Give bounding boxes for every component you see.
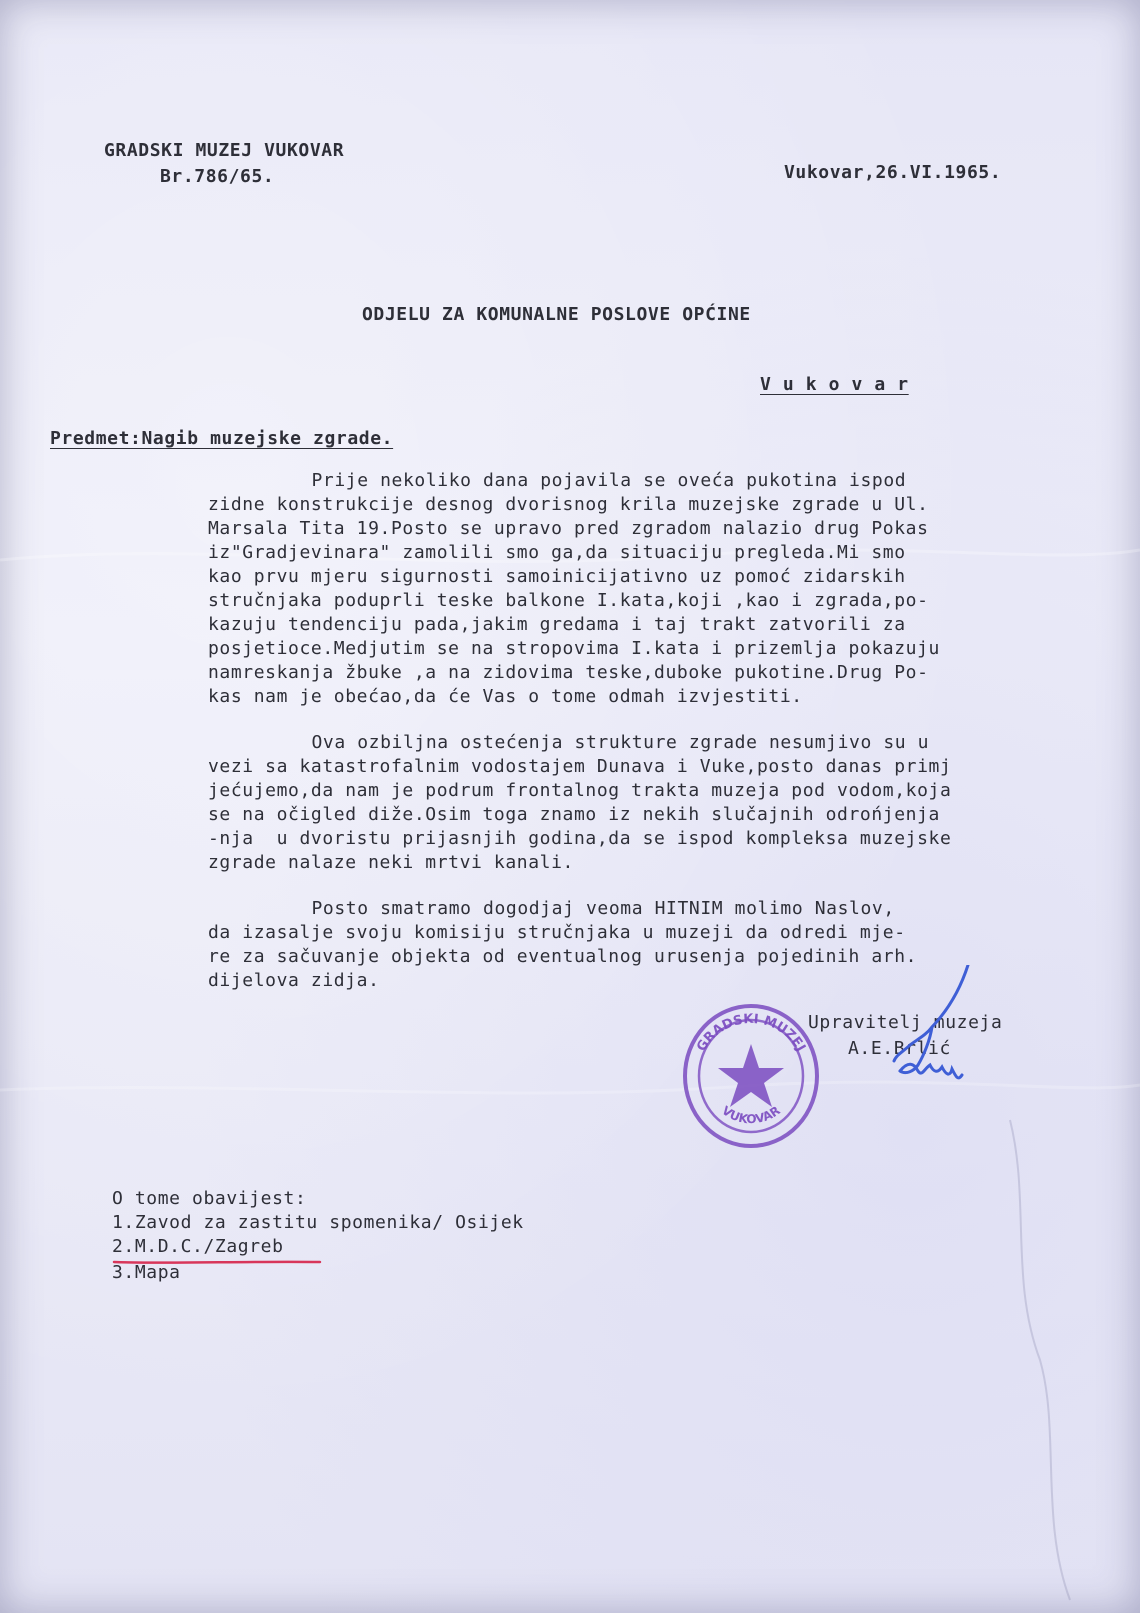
paragraph-2-line: zgrade nalaze neki mrtvi kanali. [208, 852, 574, 873]
date-line: Vukovar,26.VI.1965. [784, 162, 1002, 183]
distribution-heading: O tome obavijest: [112, 1188, 307, 1209]
paragraph-1-line: kao prvu mjeru sigurnosti samoinicijativno uz pomoć zidarskih [208, 566, 906, 587]
paragraph-1-line: Prije nekoliko dana pojavila se oveća pukotina ispod [220, 470, 907, 491]
paragraph-3-line: re za sačuvanje objekta od eventualnog urusenja pojedinih arh. [208, 946, 918, 967]
star-icon [718, 1044, 784, 1107]
institution-name: GRADSKI MUZEJ VUKOVAR [104, 140, 345, 161]
paragraph-2-line: jećujemo,da nam je podrum frontalnog trakta muzeja pod vodom,koja [208, 780, 952, 801]
reference-number: Br.786/65. [160, 166, 275, 187]
handwritten-signature [890, 965, 980, 1105]
paragraph-3-line: da izasalje svoju komisiju stručnjaka u muzeji da odredi mje- [208, 922, 906, 943]
paragraph-2-line: vezi sa katastrofalnim vodostajem Dunava i Vuke,posto danas primj [208, 756, 952, 777]
paragraph-1-line: posjetioce.Medjutim se na stropovima I.kata i prizemlja pokazuju [208, 638, 940, 659]
subject-line: Predmet:Nagib muzejske zgrade. [50, 428, 394, 449]
paragraph-2-line: Ova ozbiljna ostećenja strukture zgrade nesumjivo su u [220, 732, 930, 753]
distribution-item: 1.Zavod za zastitu spomenika/ Osijek [112, 1212, 524, 1233]
distribution-item: 3.Mapa [112, 1262, 181, 1283]
paragraph-1-line: zidne konstrukcije desnog dvorisnog krila muzejske zgrade u Ul. [208, 494, 929, 515]
paragraph-1-line: kas nam je obećao,da će Vas o tome odmah izvjestiti. [208, 686, 803, 707]
red-pencil-underline [112, 1259, 322, 1265]
stamp-text-bottom: VUKOVAR [719, 1103, 783, 1127]
stamp-text-top: GRADSKI MUZEJ [694, 1011, 809, 1055]
paragraph-1-line: stručnjaka poduprli teske balkone I.kata,koji ,kao i zgrada,po- [208, 590, 929, 611]
recipient-line: ODJELU ZA KOMUNALNE POSLOVE OPĆINE [362, 304, 751, 325]
distribution-item: 2.M.D.C./Zagreb [112, 1236, 284, 1257]
paragraph-1-line: kazuju tendenciju pada,jakim gredama i taj trakt zatvorili za [208, 614, 906, 635]
signatory-title: Upravitelj muzeja [808, 1012, 1003, 1033]
paragraph-1-line: namreskanja žbuke ,a na zidovima teske,duboke pukotine.Drug Po- [208, 662, 929, 683]
signatory-name: A.E.Brlić [848, 1038, 951, 1059]
paragraph-2-line: -nja u dvoristu prijasnjih godina,da se ispod kompleksa muzejske [208, 828, 952, 849]
recipient-city: V u k o v a r [760, 374, 909, 395]
paragraph-2-line: se na očigled diže.Osim toga znamo iz nekih slučajnih odrońjenja [208, 804, 940, 825]
paragraph-3-line: Posto smatramo dogodjaj veoma HITNIM molimo Naslov, [220, 898, 895, 919]
paragraph-1-line: iz"Gradjevinara" zamolili smo ga,da situaciju pregleda.Mi smo [208, 542, 906, 563]
museum-stamp [680, 1002, 822, 1150]
paragraph-1-line: Marsala Tita 19.Posto se upravo pred zgradom nalazio drug Pokas [208, 518, 929, 539]
paragraph-3-line: dijelova zidja. [208, 970, 380, 991]
